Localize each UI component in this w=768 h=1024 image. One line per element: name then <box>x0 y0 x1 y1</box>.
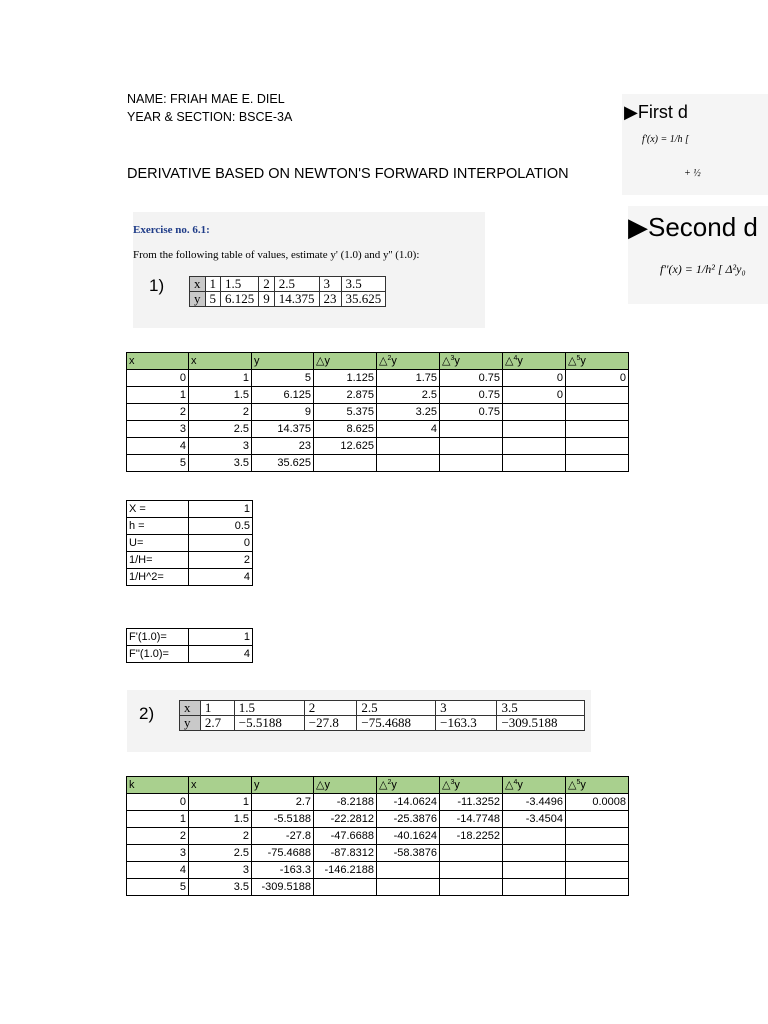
table-cell: -22.2812 <box>314 811 377 828</box>
table-cell: 0.75 <box>440 387 503 404</box>
table-cell: -25.3876 <box>377 811 440 828</box>
exercise-2-y-row <box>180 716 585 731</box>
table-cell: 4 <box>189 646 253 663</box>
table-cell: 0 <box>127 370 189 387</box>
page-title: DERIVATIVE BASED ON NEWTON'S FORWARD INTERPOLATION <box>127 166 569 182</box>
exercise-2-table <box>179 700 585 731</box>
table-cell: 0.75 <box>440 404 503 421</box>
y-value: 5 <box>205 292 221 307</box>
table-cell <box>503 421 566 438</box>
y-value: 6.125 <box>221 292 259 307</box>
table-row <box>127 862 629 879</box>
table-cell <box>566 455 629 472</box>
table-cell: 5.375 <box>314 404 377 421</box>
results-table <box>126 628 253 663</box>
table-cell <box>440 438 503 455</box>
table-cell: 5 <box>252 370 314 387</box>
y-value: −309.5188 <box>497 716 585 731</box>
column-header: △$^4$y <box>503 353 566 370</box>
table-cell: -27.8 <box>252 828 314 845</box>
exercise-2-number: 2) <box>139 704 155 723</box>
table-cell: 2 <box>189 552 253 569</box>
table-cell: 3 <box>127 845 189 862</box>
table-row <box>127 455 629 472</box>
table-cell: 5 <box>127 879 189 896</box>
x-value: 3 <box>319 277 341 292</box>
table-cell <box>377 455 440 472</box>
table-cell <box>314 879 377 896</box>
table-cell: 3.5 <box>189 879 252 896</box>
parameter-row <box>127 501 253 518</box>
exercise-x-row <box>190 277 386 292</box>
y-value: 2.7 <box>200 716 234 731</box>
column-header: △$^2$y <box>377 777 440 794</box>
table-row <box>127 404 629 421</box>
difference-table-2 <box>126 776 629 896</box>
x-value: 3.5 <box>497 701 585 716</box>
table-cell <box>503 828 566 845</box>
table-cell: 3 <box>189 438 252 455</box>
student-name: NAME: FRIAH MAE E. DIEL <box>127 92 285 106</box>
table-cell: -309.5188 <box>252 879 314 896</box>
parameter-row <box>127 569 253 586</box>
table-row <box>127 421 629 438</box>
x-value: 2 <box>259 277 275 292</box>
exercise-number: 1) <box>149 276 165 295</box>
column-header: △$^5$y <box>566 353 629 370</box>
x-value: 3.5 <box>341 277 386 292</box>
table-cell: 2.5 <box>377 387 440 404</box>
table-cell: 1 <box>189 629 253 646</box>
parameter-row <box>127 518 253 535</box>
exercise-1-table <box>189 276 386 307</box>
table-cell <box>566 387 629 404</box>
table-cell <box>566 421 629 438</box>
table-cell: 1.75 <box>377 370 440 387</box>
table-cell <box>440 455 503 472</box>
table-row <box>127 811 629 828</box>
table-cell: 0 <box>189 535 253 552</box>
table-cell: 1 <box>189 370 252 387</box>
table-row <box>127 794 629 811</box>
y-value: −75.4688 <box>357 716 436 731</box>
table-cell: 0 <box>503 370 566 387</box>
column-header: △y <box>314 777 377 794</box>
first-derivative-title: ▶First d <box>624 102 688 122</box>
table-row <box>127 828 629 845</box>
exercise-instruction: From the following table of values, estimate y' (1.0) and y'' (1.0): <box>133 249 420 261</box>
table-cell: 12.625 <box>314 438 377 455</box>
exercise-2-x-row <box>180 701 585 716</box>
x-value: 1.5 <box>234 701 304 716</box>
table-cell: 0.0008 <box>566 794 629 811</box>
result-row <box>127 646 253 663</box>
table-cell: 3.25 <box>377 404 440 421</box>
table-cell: 1 <box>189 794 252 811</box>
table-cell <box>566 828 629 845</box>
column-header: x <box>189 777 252 794</box>
table-cell: 4 <box>127 862 189 879</box>
table-cell: 8.625 <box>314 421 377 438</box>
table-row <box>127 438 629 455</box>
column-header: k <box>127 777 189 794</box>
column-header: △$^2$y <box>377 353 440 370</box>
table-cell: 3.5 <box>189 455 252 472</box>
table-cell <box>566 438 629 455</box>
table-cell: U= <box>127 535 189 552</box>
table-cell: -18.2252 <box>440 828 503 845</box>
exercise-y-row <box>190 292 386 307</box>
table-header-row <box>127 353 629 370</box>
table-cell: 1.5 <box>189 387 252 404</box>
x-label: x <box>180 701 201 716</box>
difference-table-1 <box>126 352 629 472</box>
year-section: YEAR & SECTION: BSCE-3A <box>127 110 293 124</box>
table-cell: -47.6688 <box>314 828 377 845</box>
table-row <box>127 845 629 862</box>
table-cell: 0 <box>503 387 566 404</box>
table-cell: 1 <box>127 811 189 828</box>
table-cell <box>566 404 629 421</box>
table-cell <box>503 438 566 455</box>
table-cell: 2.5 <box>189 845 252 862</box>
table-cell: F'(1.0)= <box>127 629 189 646</box>
table-cell: -3.4496 <box>503 794 566 811</box>
table-cell <box>377 438 440 455</box>
table-cell: 2 <box>189 828 252 845</box>
table-cell: -14.0624 <box>377 794 440 811</box>
table-cell: -14.7748 <box>440 811 503 828</box>
parameters-table <box>126 500 253 586</box>
table-cell: 1.125 <box>314 370 377 387</box>
first-derivative-tail: + ½ <box>684 168 701 179</box>
exercise-2-image <box>127 690 591 752</box>
table-cell: 0 <box>127 794 189 811</box>
table-cell: 2 <box>127 404 189 421</box>
table-cell: 1.5 <box>189 811 252 828</box>
table-cell: 4 <box>377 421 440 438</box>
table-cell <box>503 862 566 879</box>
table-cell: 4 <box>127 438 189 455</box>
parameter-row <box>127 552 253 569</box>
table-cell: 1 <box>189 501 253 518</box>
y-label: y <box>180 716 201 731</box>
table-cell <box>440 421 503 438</box>
y-value: 35.625 <box>341 292 386 307</box>
table-cell <box>377 862 440 879</box>
x-value: 2 <box>304 701 357 716</box>
x-value: 2.5 <box>274 277 319 292</box>
table-cell <box>503 404 566 421</box>
x-value: 3 <box>436 701 497 716</box>
table-cell <box>440 862 503 879</box>
x-value: 1 <box>205 277 221 292</box>
table-cell <box>566 879 629 896</box>
table-cell: 23 <box>252 438 314 455</box>
table-cell: 1/H= <box>127 552 189 569</box>
table-cell: -87.8312 <box>314 845 377 862</box>
table-cell: -11.3252 <box>440 794 503 811</box>
second-derivative-image <box>628 206 768 304</box>
parameter-row <box>127 535 253 552</box>
table-cell: 0 <box>566 370 629 387</box>
table-cell: 6.125 <box>252 387 314 404</box>
column-header: △y <box>314 353 377 370</box>
table-cell <box>377 879 440 896</box>
y-value: 14.375 <box>274 292 319 307</box>
table-cell: 0.5 <box>189 518 253 535</box>
result-row <box>127 629 253 646</box>
table-cell: h = <box>127 518 189 535</box>
table-cell <box>503 879 566 896</box>
table-cell: -40.1624 <box>377 828 440 845</box>
table-cell: -5.5188 <box>252 811 314 828</box>
table-cell: -3.4504 <box>503 811 566 828</box>
table-cell: 4 <box>189 569 253 586</box>
second-derivative-title: ▶Second d <box>628 212 758 242</box>
y-value: 9 <box>259 292 275 307</box>
column-header: x <box>189 353 252 370</box>
table-row <box>127 387 629 404</box>
table-cell <box>566 845 629 862</box>
y-value: 23 <box>319 292 341 307</box>
y-value: −5.5188 <box>234 716 304 731</box>
table-cell: F''(1.0)= <box>127 646 189 663</box>
table-cell: 2.5 <box>189 421 252 438</box>
table-cell: -75.4688 <box>252 845 314 862</box>
table-cell: -58.3876 <box>377 845 440 862</box>
table-cell <box>503 455 566 472</box>
table-cell <box>503 845 566 862</box>
table-cell: -8.2188 <box>314 794 377 811</box>
table-cell <box>440 845 503 862</box>
table-cell: -146.2188 <box>314 862 377 879</box>
table-cell: X = <box>127 501 189 518</box>
x-value: 1.5 <box>221 277 259 292</box>
table-cell: 35.625 <box>252 455 314 472</box>
table-cell: 1/H^2= <box>127 569 189 586</box>
table-cell: 3 <box>127 421 189 438</box>
first-derivative-image <box>622 94 768 195</box>
table-cell <box>566 811 629 828</box>
table-cell: 1 <box>127 387 189 404</box>
table-cell: 2 <box>127 828 189 845</box>
table-cell: 2 <box>189 404 252 421</box>
table-cell: -163.3 <box>252 862 314 879</box>
column-header: y <box>252 353 314 370</box>
table-cell: 2.7 <box>252 794 314 811</box>
column-header: △$^5$y <box>566 777 629 794</box>
y-value: −27.8 <box>304 716 357 731</box>
column-header: y <box>252 777 314 794</box>
table-cell: 0.75 <box>440 370 503 387</box>
x-value: 2.5 <box>357 701 436 716</box>
second-derivative-formula: f''(x) = 1/h² [ Δ²y₀ <box>660 262 746 276</box>
table-cell: 2.875 <box>314 387 377 404</box>
x-value: 1 <box>200 701 234 716</box>
first-derivative-formula: f'(x) = 1/h [ <box>642 134 689 145</box>
table-cell: 3 <box>189 862 252 879</box>
table-row <box>127 879 629 896</box>
table-header-row <box>127 777 629 794</box>
y-value: −163.3 <box>436 716 497 731</box>
column-header: △$^3$y <box>440 777 503 794</box>
table-cell <box>440 879 503 896</box>
table-cell <box>566 862 629 879</box>
exercise-1-image <box>133 212 485 328</box>
column-header: x <box>127 353 189 370</box>
table-cell <box>314 455 377 472</box>
table-cell: 14.375 <box>252 421 314 438</box>
table-row <box>127 370 629 387</box>
table-cell: 9 <box>252 404 314 421</box>
column-header: △$^4$y <box>503 777 566 794</box>
x-label: x <box>190 277 206 292</box>
column-header: △$^3$y <box>440 353 503 370</box>
y-label: y <box>190 292 206 307</box>
table-cell: 5 <box>127 455 189 472</box>
exercise-heading: Exercise no. 6.1: <box>133 224 210 236</box>
